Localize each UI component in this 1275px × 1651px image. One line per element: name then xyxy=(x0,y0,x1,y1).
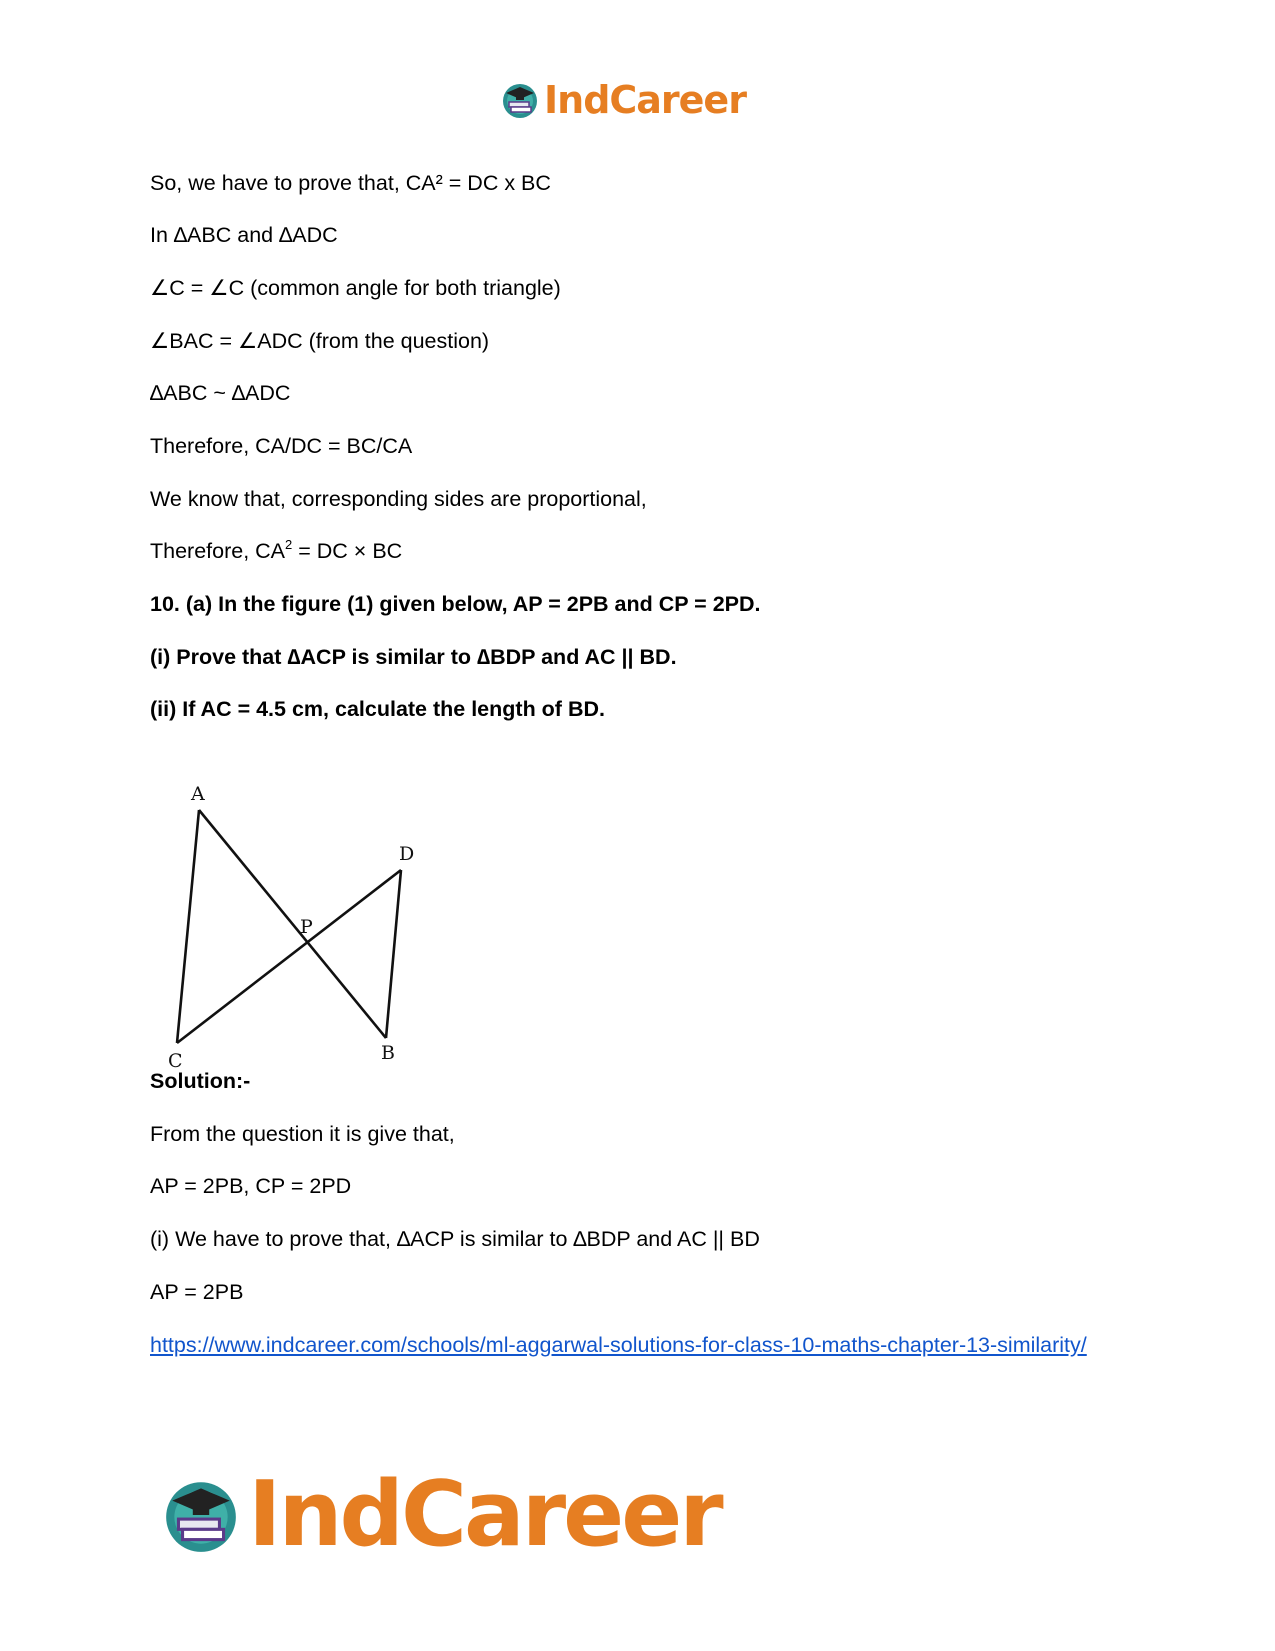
text-line-superscript xyxy=(150,537,402,565)
text-part: Therefore, CA xyxy=(150,539,286,563)
source-link[interactable]: https://www.indcareer.com/schools/ml-aggarwal-solutions-for-class-10-maths-chapter-13-similarity/ xyxy=(150,1333,1087,1357)
logo-text: IndCareer xyxy=(544,78,746,122)
label-a: A xyxy=(191,783,205,805)
text-line: AP = 2PB xyxy=(150,1280,244,1304)
graduation-cap-books-globe-icon xyxy=(500,80,540,120)
solution-heading: Solution:- xyxy=(150,1069,251,1093)
segment-ac xyxy=(177,810,199,1043)
text-line: ∠BAC = ∠ADC (from the question) xyxy=(150,329,490,353)
text-line: AP = 2PB, CP = 2PD xyxy=(150,1174,352,1198)
text-line: Therefore, CA/DC = BC/CA xyxy=(150,434,413,458)
text-line: We know that, corresponding sides are proportional, xyxy=(150,487,647,511)
question-part-i: (i) Prove that ∆ACP is similar to ∆BDP and AC || BD. xyxy=(150,645,677,669)
text-line: ∆ABC ~ ∆ADC xyxy=(150,381,291,405)
text-line: ∠C = ∠C (common angle for both triangle) xyxy=(150,276,561,300)
text-line: (i) We have to prove that, ∆ACP is similar to ∆BDP and AC || BD xyxy=(150,1227,760,1251)
label-p: P xyxy=(300,916,313,938)
superscript: 2 xyxy=(285,537,293,552)
text-line: In ∆ABC and ∆ADC xyxy=(150,223,338,247)
text-line: So, we have to prove that, CA² = DC x BC xyxy=(150,171,551,195)
label-d: D xyxy=(399,843,415,865)
text-line: From the question it is give that, xyxy=(150,1122,455,1146)
logo-text: IndCareer xyxy=(248,1462,721,1567)
text-part: = DC × BC xyxy=(292,539,403,563)
graduation-cap-books-globe-icon xyxy=(160,1474,242,1556)
bowtie-figure xyxy=(150,780,420,1070)
indcareer-logo-top xyxy=(500,78,746,122)
label-c: C xyxy=(168,1050,183,1070)
label-b: B xyxy=(381,1042,395,1064)
question-part-ii: (ii) If AC = 4.5 cm, calculate the length of BD. xyxy=(150,697,605,721)
segment-bd xyxy=(386,870,401,1038)
question-heading: 10. (a) In the figure (1) given below, AP = 2PB and CP = 2PD. xyxy=(150,592,761,616)
indcareer-logo-bottom xyxy=(160,1462,721,1567)
